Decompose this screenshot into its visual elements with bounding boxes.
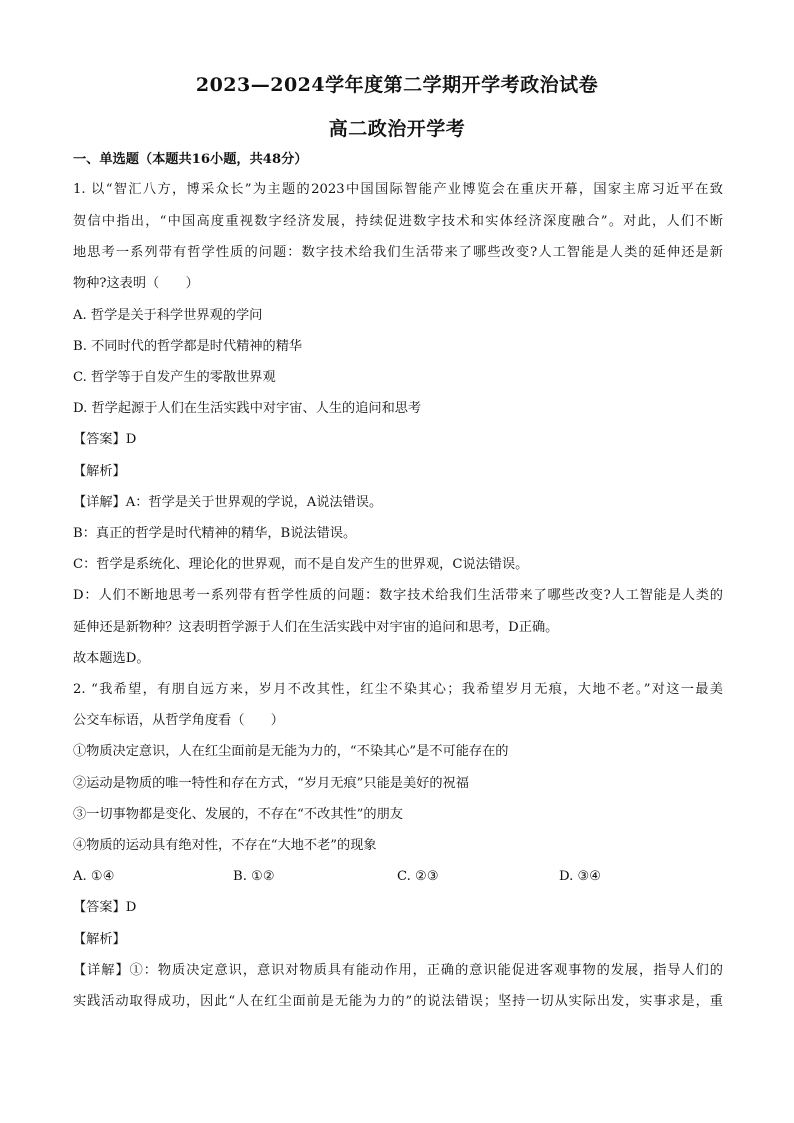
q1-detail-line: 【详解】A：哲学是关于世界观的学说，A说法错误。 (73, 495, 383, 510)
q1-detail-line: 故本题选D。 (73, 651, 150, 666)
q2-stem-line: 公交车标语，从哲学角度看（ ） (73, 713, 284, 728)
section-heading: 一、单选题（本题共16小题，共48分） (73, 152, 308, 167)
q2-option-a: A. ①④ (73, 869, 115, 884)
q1-detail-line: D：人们不断地思考一系列带有哲学性质的问题：数字技术给我们生活带来了哪些改变?人工智能是人类的 (73, 588, 723, 603)
q2-option-d: D. ③④ (559, 869, 602, 884)
q1-detail-line: B：真正的哲学是时代精神的精华，B说法错误。 (73, 526, 357, 541)
q2-answer: 【答案】D (73, 900, 137, 915)
q1-answer: 【答案】D (73, 432, 137, 447)
q2-statement-3: ③一切事物都是变化、发展的，不存在“不改其性”的朋友 (73, 807, 403, 822)
q2-option-b: B. ①② (233, 869, 275, 884)
q1-option-a: A. 哲学是关于科学世界观的学问 (73, 308, 263, 323)
q2-stem-line: 2. “我希望，有朋自远方来，岁月不改其性，红尘不染其心；我希望岁月无痕，大地不老。”对这一最美 (73, 682, 723, 697)
q1-stem-line: 地思考一系列带有哲学性质的问题：数字技术给我们生活带来了哪些改变?人工智能是人类的延伸还是新 (73, 245, 723, 260)
q2-option-c: C. ②③ (397, 869, 439, 884)
q2-options (73, 867, 723, 887)
q1-detail-line: C：哲学是系统化、理论化的世界观，而不是自发产生的世界观，C说法错误。 (73, 557, 529, 572)
q2-analysis-label: 【解析】 (73, 932, 126, 947)
q1-stem-line: 贺信中指出，“中国高度重视数字经济发展，持续促进数字技术和实体经济深度融合”。对此，人们不断 (73, 214, 723, 229)
q2-detail-line: 实践活动取得成功，因此“人在红尘面前是无能为力的”的说法错误；坚持一切从实际出发，实事求是，重 (73, 994, 723, 1009)
q2-statement-2: ②运动是物质的唯一特性和存在方式，“岁月无痕”只能是美好的祝福 (73, 776, 469, 791)
exam-title: 2023—2024学年度第二学期开学考政治试卷 (195, 74, 599, 96)
q2-statement-4: ④物质的运动具有绝对性，不存在“大地不老”的现象 (73, 838, 377, 853)
q1-stem-line: 物种?这表明（ ） (73, 276, 199, 291)
q1-detail-line: 延伸还是新物种？这表明哲学源于人们在生活实践中对宇宙的追问和思考，D正确。 (73, 620, 559, 635)
q2-statement-1: ①物质决定意识，人在红尘面前是无能为力的，“不染其心”是不可能存在的 (73, 744, 509, 759)
exam-subtitle: 高二政治开学考 (328, 118, 466, 140)
q1-option-c: C. 哲学等于自发产生的零散世界观 (73, 370, 276, 385)
q1-analysis-label: 【解析】 (73, 464, 126, 479)
q2-detail-line: 【详解】①：物质决定意识，意识对物质具有能动作用，正确的意识能促进客观事物的发展，指导人们的 (73, 963, 723, 978)
q1-stem-line: 1. 以“智汇八方，博采众长”为主题的2023中国国际智能产业博览会在重庆开幕，国家主席习近平在致 (73, 182, 723, 197)
q1-option-b: B. 不同时代的哲学都是时代精神的精华 (73, 339, 303, 354)
q1-option-d: D. 哲学起源于人们在生活实践中对宇宙、人生的追问和思考 (73, 401, 422, 416)
